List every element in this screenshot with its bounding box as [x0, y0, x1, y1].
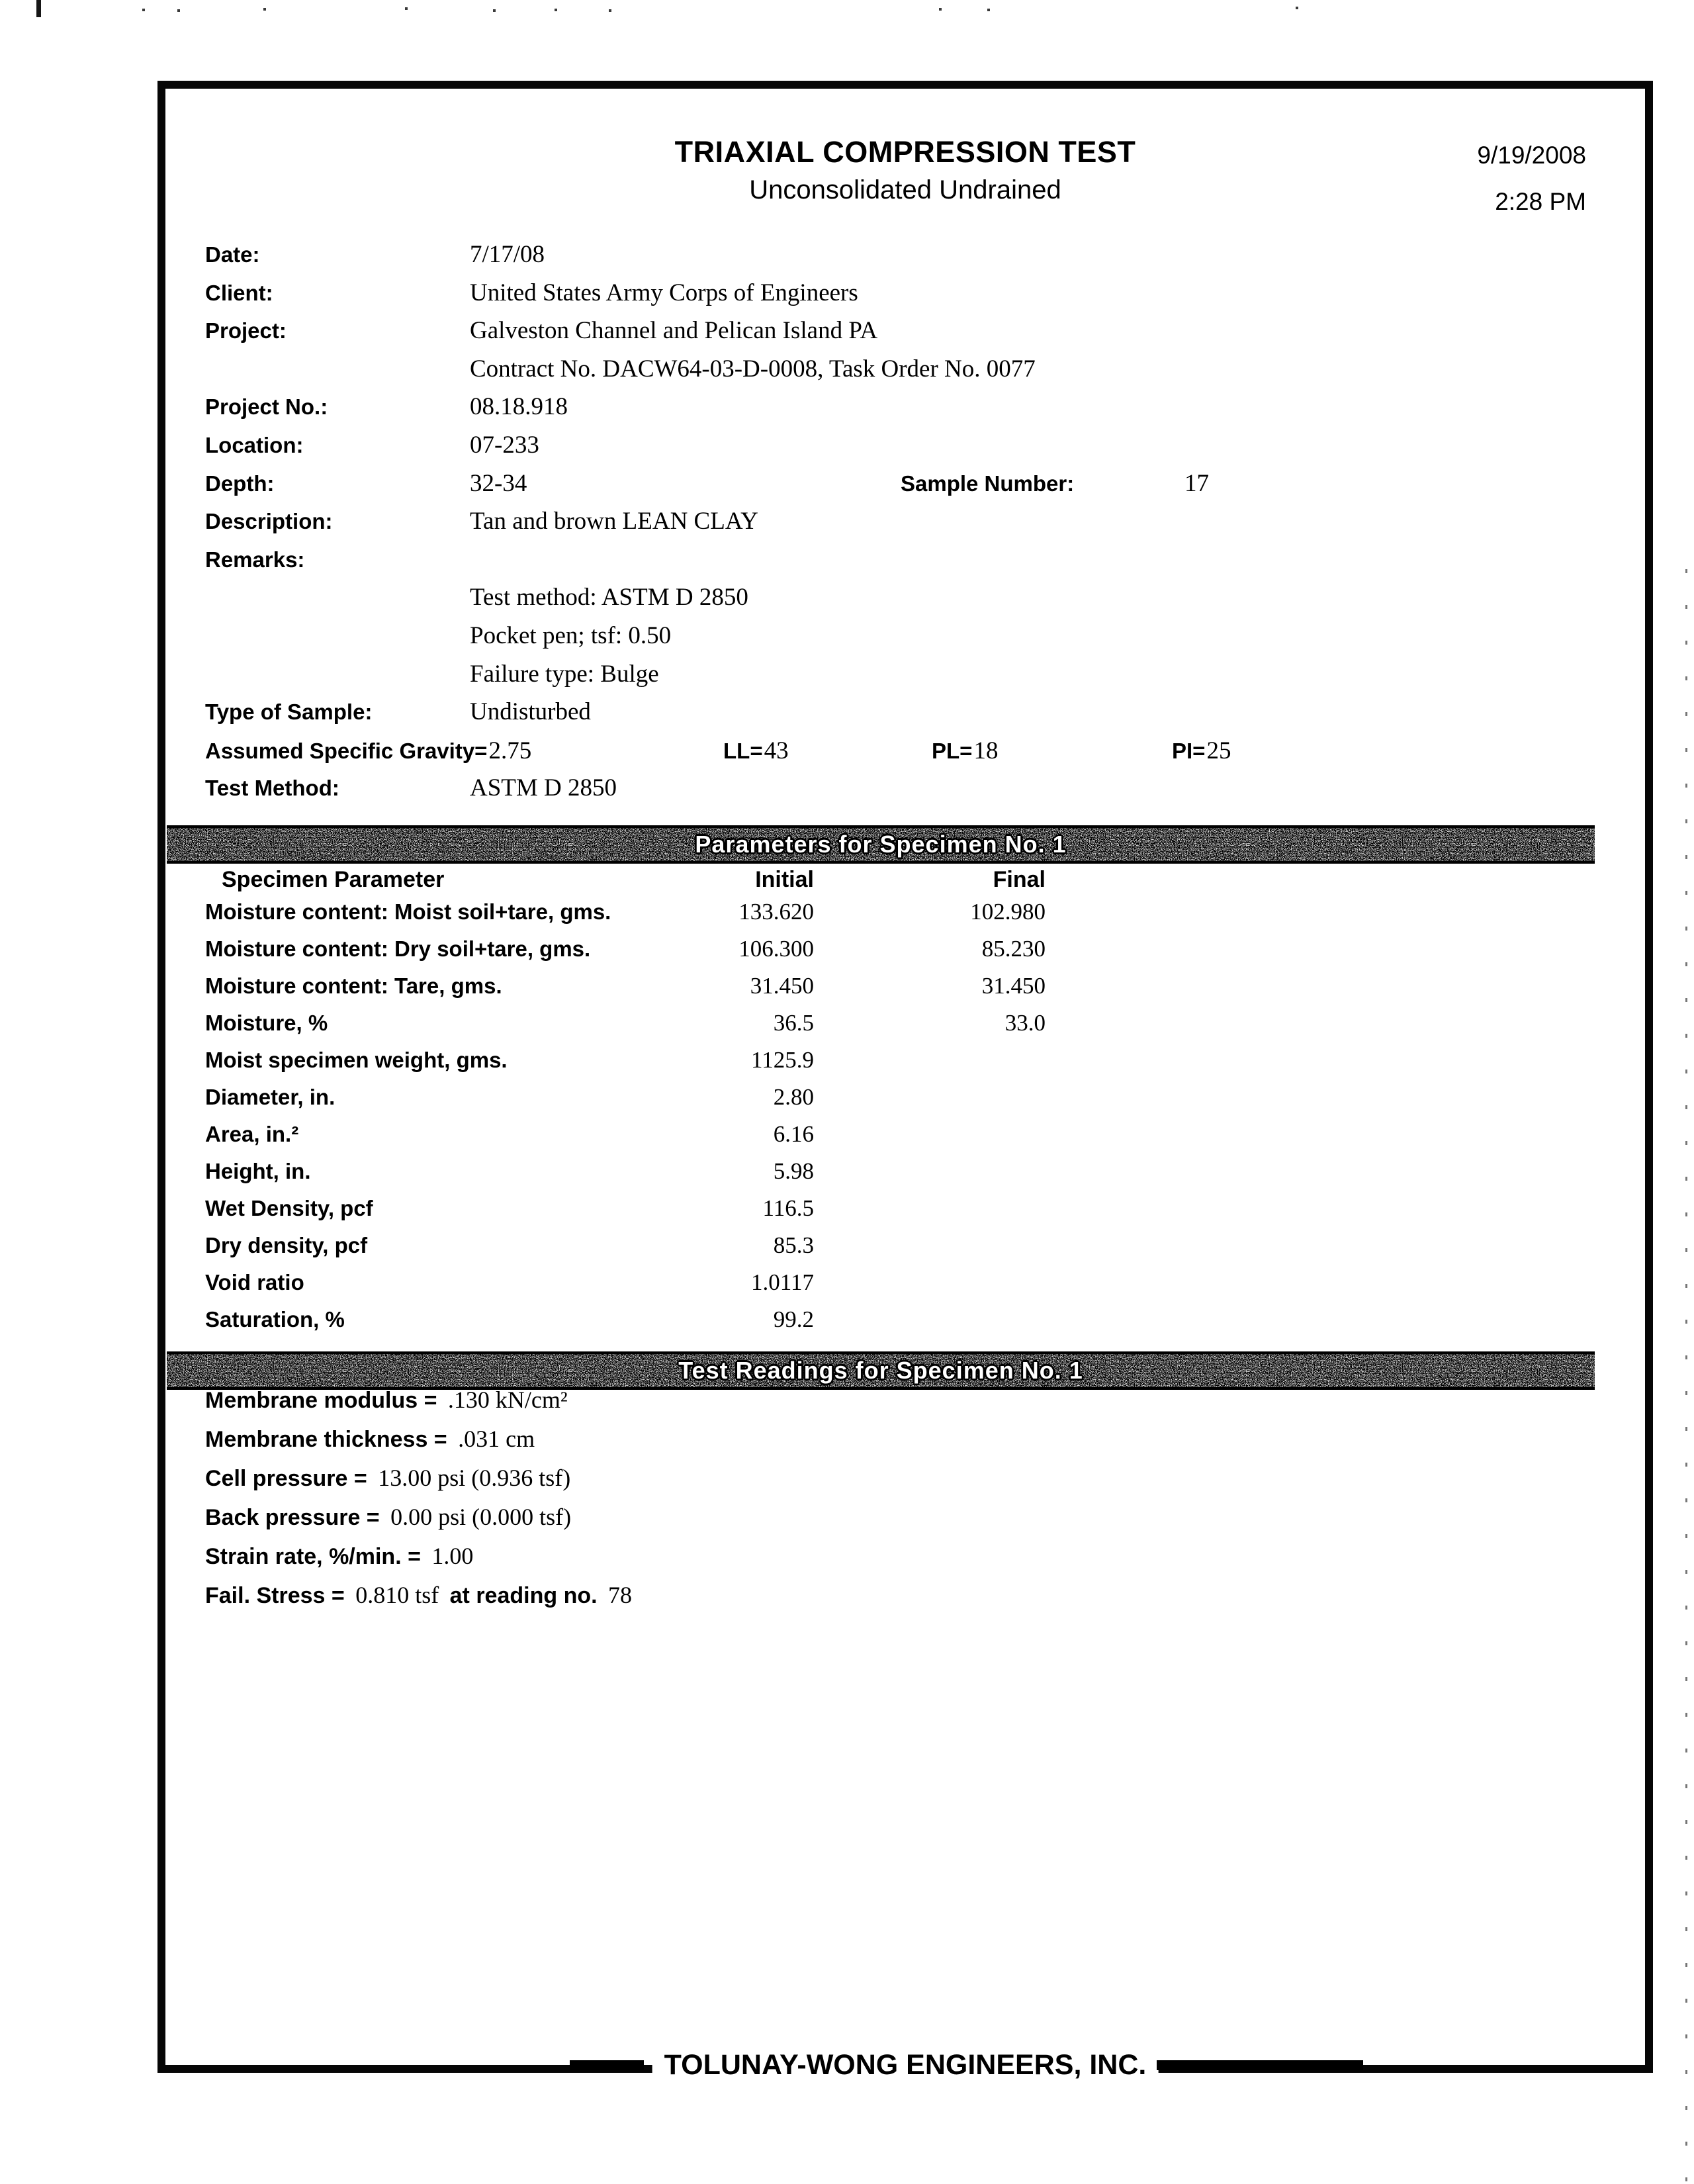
parameter-final-value: 31.450 [981, 973, 1046, 999]
column-header-final: Final [993, 867, 1046, 892]
footer [165, 2049, 1645, 2081]
reading-line [205, 1459, 632, 1498]
print-time: 2:28 PM [1495, 188, 1586, 215]
reading-label: Strain rate, %/min. = [205, 1544, 421, 1569]
page-subtitle: Unconsolidated Undrained [749, 175, 1061, 205]
info-row-remarks [205, 541, 1615, 579]
field-label: Depth: [205, 471, 275, 496]
reading-value: .031 cm [458, 1426, 535, 1452]
pl-value: 18 [973, 737, 999, 764]
reading-label: Cell pressure = [205, 1466, 367, 1491]
field-label: Client: [205, 280, 273, 305]
scan-speck [142, 9, 145, 11]
readings-band-title: Test Readings for Specimen No. 1 [678, 1357, 1083, 1384]
parameter-initial-value: 99.2 [773, 1306, 814, 1332]
info-row-type-of-sample [205, 693, 1615, 731]
column-header-initial: Initial [755, 867, 814, 892]
scan-speck [405, 7, 408, 10]
parameter-label: Wet Density, pcf [205, 1196, 373, 1220]
info-row-atterberg [205, 731, 1615, 770]
reading-label-2: at reading no. [449, 1583, 598, 1608]
parameter-final-value: 33.0 [1004, 1010, 1046, 1036]
parameter-final-value: 85.230 [981, 936, 1046, 962]
field-label: Remarks: [205, 547, 305, 572]
scan-speck [939, 8, 942, 11]
parameter-initial-value: 1125.9 [751, 1047, 814, 1073]
parameter-final-value [814, 1116, 1046, 1153]
page-title: TRIAXIAL COMPRESSION TEST [674, 135, 1136, 169]
pi-label: PI= [1172, 738, 1206, 763]
table-row [165, 931, 1645, 968]
pl-label: PL= [932, 738, 973, 763]
parameter-initial-value: 116.5 [762, 1195, 814, 1221]
reading-label: Membrane thickness = [205, 1427, 447, 1452]
ll-label: LL= [723, 738, 763, 763]
field-value: 08.18.918 [470, 393, 568, 421]
parameter-final-value: 102.980 [970, 899, 1046, 925]
parameter-initial-value: 2.80 [773, 1084, 814, 1110]
parameter-final-value [814, 1264, 1046, 1301]
scan-artifact-tick [36, 0, 41, 17]
reading-label: Fail. Stress = [205, 1583, 345, 1608]
field-label: Project No.: [205, 394, 328, 420]
reading-line [205, 1537, 632, 1576]
table-row [165, 893, 1645, 931]
parameter-label: Void ratio [205, 1270, 304, 1295]
table-row [165, 968, 1645, 1005]
field-label: Description: [205, 509, 333, 534]
specific-gravity-value: 2.75 [488, 737, 532, 764]
field-label: Location: [205, 432, 304, 457]
report-header [675, 135, 1136, 205]
parameter-label: Height, in. [205, 1159, 311, 1183]
parameter-label: Moisture content: Dry soil+tare, gms. [205, 936, 591, 961]
reading-value: .130 kN/cm² [447, 1387, 568, 1413]
scan-speck [609, 9, 611, 12]
reading-line [205, 1576, 632, 1615]
field-label: Date: [205, 242, 260, 267]
info-row-depth [205, 465, 1615, 503]
table-row [165, 1227, 1645, 1264]
parameter-initial-value: 36.5 [773, 1010, 814, 1036]
parameter-final-value [814, 1042, 1046, 1079]
note-text: Failure type: Bulge [470, 660, 659, 688]
parameters-band-title: Parameters for Specimen No. 1 [695, 831, 1067, 858]
parameter-label: Moisture content: Tare, gms. [205, 974, 502, 998]
scan-speck [493, 9, 496, 12]
sample-info [205, 236, 1615, 807]
parameter-initial-value: 106.300 [738, 936, 814, 962]
table-row [165, 1042, 1645, 1079]
parameter-initial-value: 31.450 [750, 973, 814, 999]
readings-section-band [167, 1351, 1595, 1390]
scan-artifact-dashed-line [1685, 569, 1687, 2184]
parameter-label: Moisture content: Moist soil+tare, gms. [205, 899, 611, 924]
reading-label: Membrane modulus = [205, 1388, 437, 1413]
info-row-date [205, 236, 1615, 274]
field-label: Type of Sample: [205, 700, 373, 725]
reading-value: 0.810 tsf [355, 1582, 439, 1608]
parameters-table [165, 893, 1645, 1338]
table-row [165, 1301, 1645, 1338]
print-date: 9/19/2008 [1477, 142, 1586, 169]
info-row-project-no [205, 388, 1615, 426]
scan-speck [987, 9, 990, 11]
specific-gravity-label: Assumed Specific Gravity= [205, 738, 488, 763]
parameter-initial-value: 85.3 [773, 1232, 814, 1258]
parameter-label: Moisture, % [205, 1011, 328, 1035]
info-row-project-contract [205, 350, 1615, 388]
column-header-parameter: Specimen Parameter [222, 867, 445, 892]
reading-value: 13.00 psi (0.936 tsf) [378, 1465, 571, 1491]
table-row [165, 1116, 1645, 1153]
footer-rule-left [570, 2060, 644, 2070]
field-value: Contract No. DACW64-03-D-0008, Task Order No. 0077 [470, 355, 1036, 383]
note-text: Test method: ASTM D 2850 [470, 584, 748, 612]
parameter-label: Moist specimen weight, gms. [205, 1048, 508, 1072]
parameter-final-value [814, 1190, 1046, 1227]
info-row-test-method [205, 769, 1615, 807]
reading-value: 1.00 [431, 1543, 474, 1569]
print-datetime [1477, 132, 1586, 225]
parameter-final-value [814, 1301, 1046, 1338]
field-value: Galveston Channel and Pelican Island PA [470, 317, 878, 345]
sample-number-value: 17 [1184, 469, 1209, 497]
field-value: Undisturbed [470, 698, 591, 726]
scan-speck [263, 8, 266, 11]
field-value: 32-34 [470, 469, 527, 497]
field-value: Tan and brown LEAN CLAY [470, 508, 758, 535]
parameter-label: Saturation, % [205, 1307, 345, 1332]
field-label: Test Method: [205, 776, 339, 801]
parameters-table-header [165, 864, 1645, 895]
parameter-final-value [814, 1153, 1046, 1190]
footer-rule-right [1157, 2060, 1363, 2070]
scan-speck [555, 9, 557, 11]
test-readings [205, 1381, 632, 1615]
parameter-initial-value: 6.16 [773, 1121, 814, 1147]
reading-value-2: 78 [608, 1582, 633, 1608]
table-row [165, 1005, 1645, 1042]
parameter-label: Diameter, in. [205, 1085, 335, 1109]
ll-value: 43 [764, 737, 789, 764]
parameter-initial-value: 1.0117 [751, 1269, 814, 1295]
parameter-initial-value: 133.620 [738, 899, 814, 925]
parameter-label: Dry density, pcf [205, 1233, 368, 1257]
table-row [165, 1264, 1645, 1301]
info-row-project [205, 312, 1615, 350]
info-row-test-method-note [205, 578, 1615, 617]
note-text: Pocket pen; tsf: 0.50 [470, 621, 672, 649]
reading-line [205, 1420, 632, 1459]
field-value: ASTM D 2850 [470, 774, 617, 802]
scan-speck [177, 9, 180, 12]
field-value: United States Army Corps of Engineers [470, 279, 858, 306]
field-value: 07-233 [470, 431, 539, 459]
company-name: TOLUNAY-WONG ENGINEERS, INC. [652, 2052, 1159, 2078]
scan-speck [1296, 7, 1298, 9]
table-row [165, 1079, 1645, 1116]
reading-label: Back pressure = [205, 1505, 380, 1530]
table-row [165, 1190, 1645, 1227]
table-row [165, 1153, 1645, 1190]
info-row-client [205, 274, 1615, 312]
reading-value: 0.00 psi (0.000 tsf) [390, 1504, 572, 1530]
parameters-section-band [167, 825, 1595, 864]
pi-value: 25 [1206, 737, 1231, 764]
field-value: 7/17/08 [470, 241, 545, 268]
parameter-label: Area, in.² [205, 1122, 299, 1146]
parameter-final-value [814, 1227, 1046, 1264]
parameter-final-value [814, 1079, 1046, 1116]
field-label: Project: [205, 318, 287, 343]
reading-line [205, 1498, 632, 1537]
info-row-location [205, 426, 1615, 465]
info-row-description [205, 502, 1615, 541]
parameter-initial-value: 5.98 [773, 1158, 814, 1184]
info-row-failure-type-note [205, 655, 1615, 694]
sample-number-label: Sample Number: [901, 471, 1075, 496]
document-frame [157, 81, 1653, 2081]
info-row-pocket-pen-note [205, 617, 1615, 655]
